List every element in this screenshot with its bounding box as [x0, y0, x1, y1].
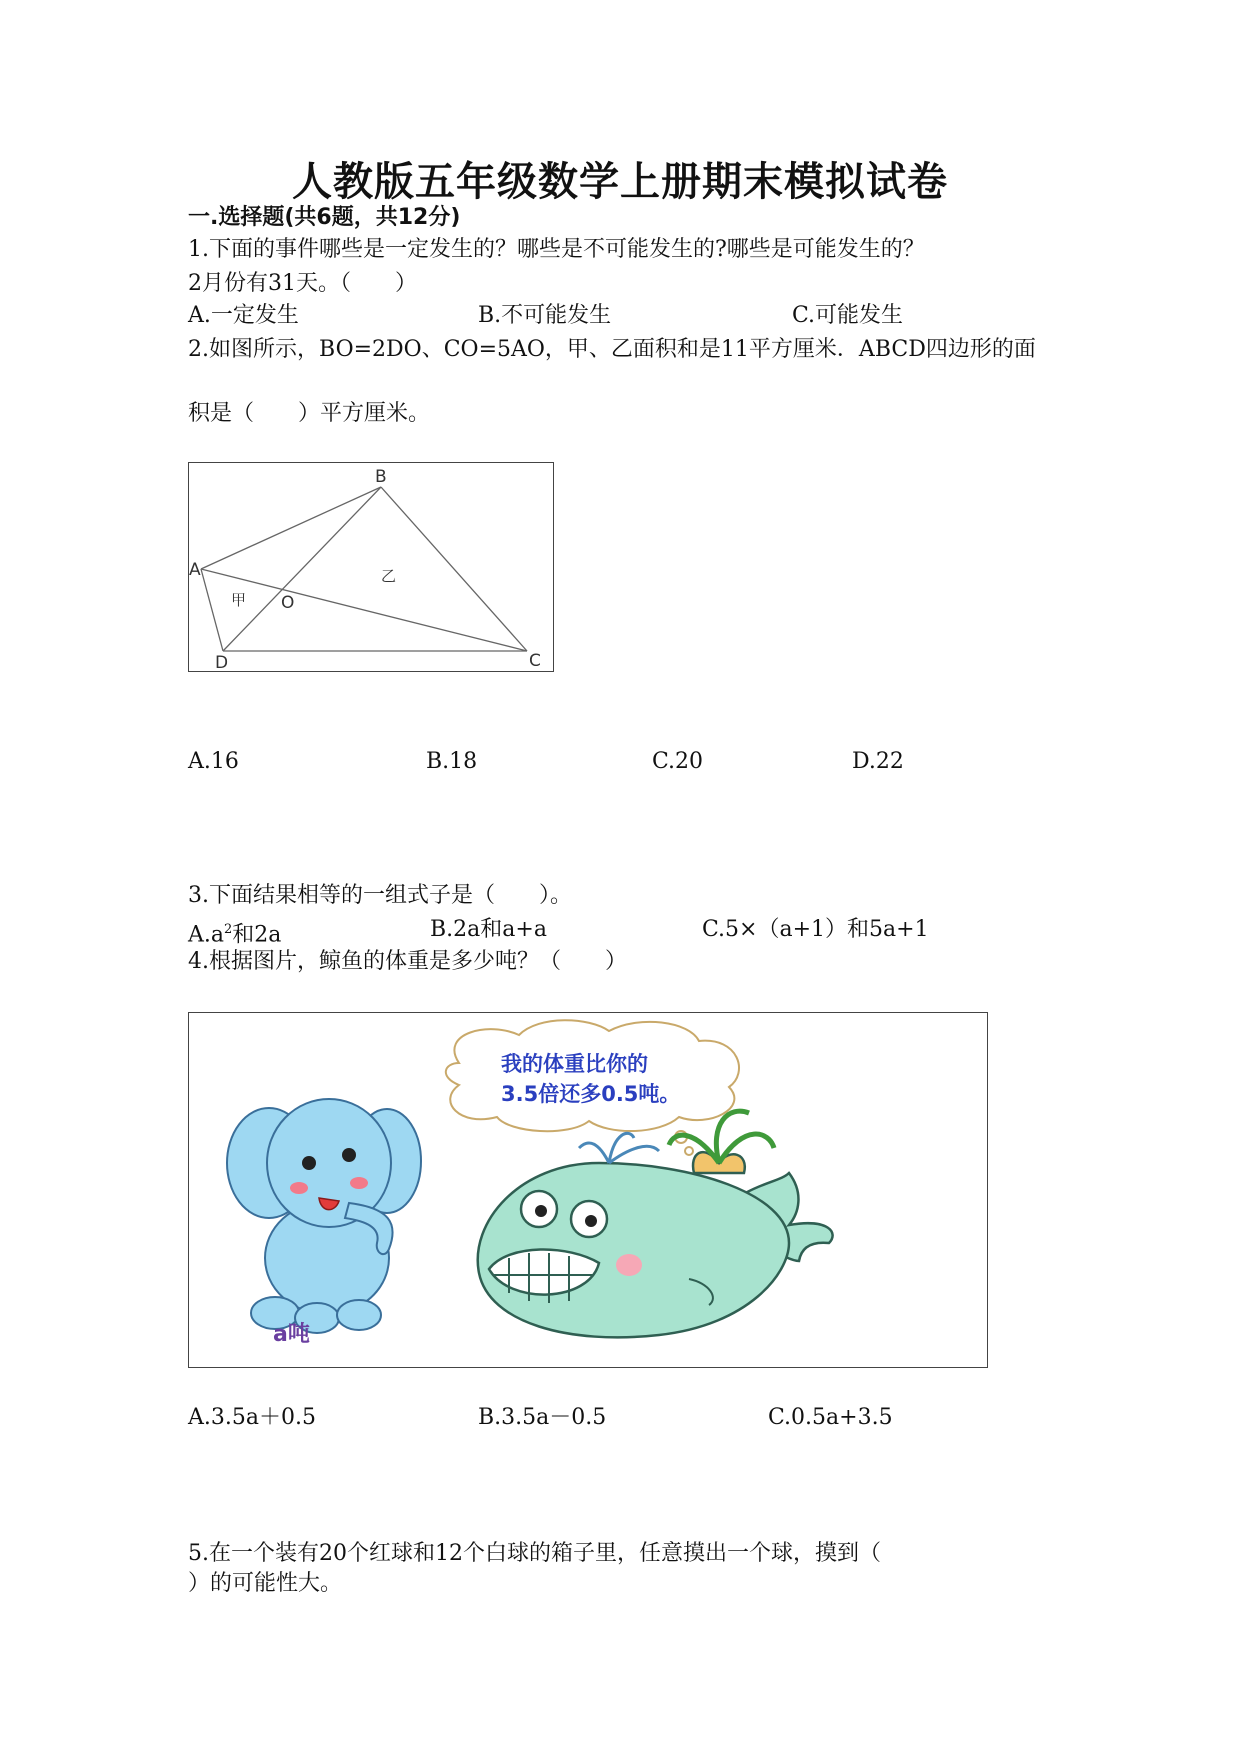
q3-option-c: C.5×（a+1）和5a+1	[702, 917, 929, 942]
whale-icon	[478, 1111, 833, 1337]
label-o: O	[281, 593, 295, 613]
q4-stem: 4.根据图片，鲸鱼的体重是多少吨？（ ）	[188, 949, 627, 974]
q1-sub: 2月份有31天。（ ）	[188, 271, 417, 296]
q2-option-b: B.18	[426, 749, 478, 774]
q2-stem-line1: 2.如图所示，BO=2DO、CO=5AO，甲、乙面积和是11平方厘米．ABCD四边形的面	[188, 337, 1036, 362]
q2-stem-line2: 积是（ ）平方厘米。	[188, 401, 431, 426]
q1-stem: 1.下面的事件哪些是一定发生的？哪些是不可能发生的?哪些是可能发生的？	[188, 237, 925, 262]
edge-bc	[381, 487, 527, 651]
q5-stem-line2: ）的可能性大。	[188, 1571, 343, 1596]
label-c: C	[529, 651, 541, 671]
q2-option-a: A.16	[188, 749, 239, 774]
label-a: A	[189, 560, 201, 580]
label-d: D	[215, 653, 229, 671]
q4-option-b: B.3.5a－0.5	[478, 1405, 607, 1430]
q4-option-c: C.0.5a+3.5	[768, 1405, 893, 1430]
edge-ab	[201, 487, 381, 569]
bubble-text-line1: 我的体重比你的	[501, 1052, 648, 1076]
section-heading: 一.选择题(共6题，共12分)	[188, 205, 461, 230]
elephant-icon	[227, 1099, 421, 1333]
edge-da	[201, 569, 223, 651]
label-yi: 乙	[381, 567, 397, 585]
whale-elephant-illustration	[189, 1013, 987, 1367]
q3-option-a	[188, 916, 281, 949]
q3-stem: 3.下面结果相等的一组式子是（ ）。	[188, 883, 572, 908]
q5-stem-line1: 5.在一个装有20个红球和12个白球的箱子里，任意摸出一个球，摸到（	[188, 1541, 881, 1566]
q1-option-a: A.一定发生	[188, 303, 299, 328]
q3-option-b: B.2a和a+a	[430, 917, 547, 942]
elephant-weight-label: a吨	[273, 1322, 310, 1347]
speech-bubble	[446, 1020, 739, 1155]
label-b: B	[375, 467, 387, 487]
whale-elephant-figure	[188, 1012, 988, 1368]
quadrilateral-figure	[188, 462, 554, 672]
q3-option-a-base: A.a	[188, 922, 224, 948]
quadrilateral-diagram	[189, 463, 553, 671]
page-title: 人教版五年级数学上册期末模拟试卷	[292, 158, 948, 205]
diagonal-bd	[223, 487, 381, 651]
bubble-text-line2: 3.5倍还多0.5吨。	[501, 1082, 681, 1106]
diagonal-ac	[201, 569, 527, 651]
q2-option-d: D.22	[852, 749, 904, 774]
q3-option-a-rest: 和2a	[232, 922, 282, 948]
q3-option-a-exponent: 2	[224, 922, 233, 937]
q2-option-c: C.20	[652, 749, 704, 774]
label-jia: 甲	[231, 591, 247, 609]
q1-option-c: C.可能发生	[792, 303, 904, 328]
q4-option-a: A.3.5a＋0.5	[188, 1405, 316, 1430]
q1-option-b: B.不可能发生	[478, 303, 612, 328]
